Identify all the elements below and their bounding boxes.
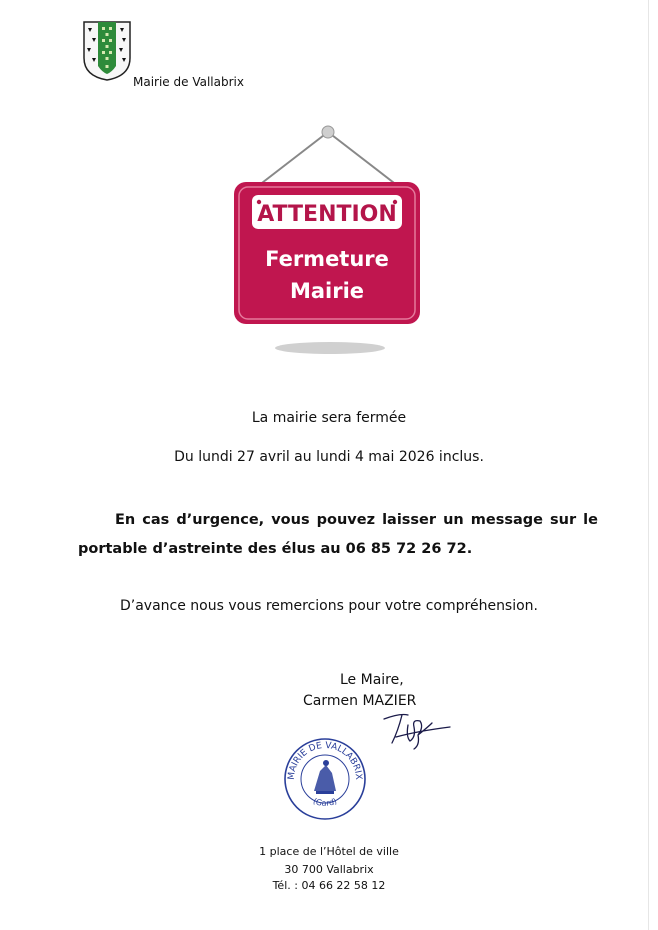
attention-sign <box>222 120 432 360</box>
footer-phone: Tél. : 04 66 22 58 12 <box>272 879 386 892</box>
sign-line-1: Fermeture <box>265 247 389 271</box>
urgency-line-1: En cas d’urgence, vous pouvez laisser un message sur le <box>115 512 598 528</box>
thanks-line: D’avance nous vous remercions pour votre compréhension. <box>119 598 539 614</box>
sign-line-2: Mairie <box>289 279 365 303</box>
page-edge <box>648 0 649 930</box>
handwritten-signature <box>378 697 458 757</box>
stamp-text-top: MAIRIE DE VALLABRIX <box>286 740 364 781</box>
signatory-title: Le Maire, <box>340 672 404 688</box>
official-stamp <box>280 733 370 821</box>
sign-title: ATTENTION <box>257 202 397 227</box>
urgency-line-2: portable d’astreinte des élus au 06 85 72 26 72. <box>78 541 473 557</box>
stamp-text-bottom: (Gard) <box>311 796 339 808</box>
mairie-name: Mairie de Vallabrix <box>133 75 244 89</box>
coat-of-arms-logo <box>82 20 132 82</box>
closure-dates: Du lundi 27 avril au lundi 4 mai 2026 inclus. <box>174 449 484 465</box>
closure-heading: La mairie sera fermée <box>251 410 407 426</box>
footer-city: 30 700 Vallabrix <box>284 863 374 876</box>
signatory-name: Carmen MAZIER <box>303 693 417 709</box>
footer-address: 1 place de l’Hôtel de ville <box>259 845 399 858</box>
